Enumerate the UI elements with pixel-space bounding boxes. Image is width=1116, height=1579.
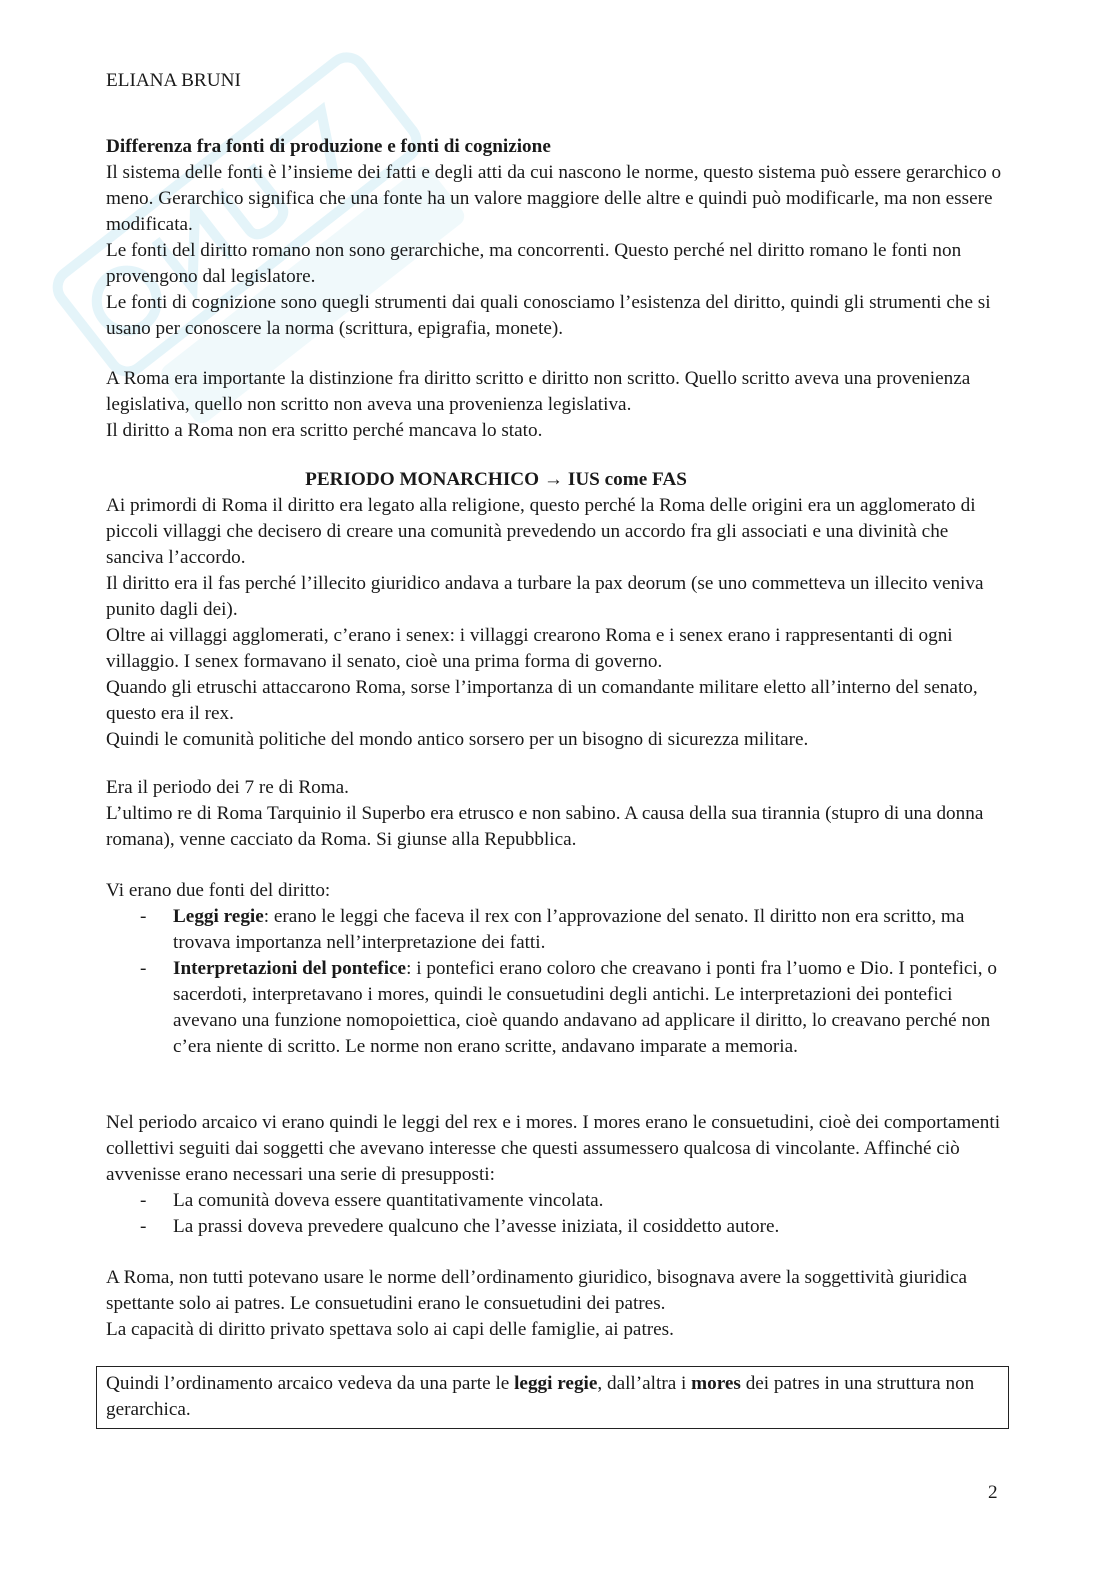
paragraph: Il diritto era il fas perché l’illecito giuridico andava a turbare la pax deorum (se uno commetteva un illecito veniva punito dagli dei). xyxy=(106,573,984,620)
paragraph: Il sistema delle fonti è l’insieme dei fatti e degli atti da cui nascono le norme, questo sistema può essere gerarchico o meno. Gerarchico significa che una fonte ha un valore maggiore delle altre e quindi può modificarle, ma non essere modificata. xyxy=(106,162,1002,235)
section-re-di-roma xyxy=(106,775,1006,853)
paragraph: Le fonti del diritto romano non sono gerarchiche, ma concorrenti. Questo perché nel diritto romano le fonti non provengono dal legislatore. xyxy=(106,240,962,287)
paragraph: Nel periodo arcaico vi erano quindi le leggi del rex e i mores. I mores erano le consuetudini, cioè dei comportamenti collettivi seguiti dai soggetti che avevano interesse che questi assumessero qualcosa di vincolante. Affinché ciò avvenisse erano necessari una serie di presupposti: xyxy=(106,1112,1001,1185)
list-item xyxy=(106,1214,1006,1240)
section-heading: Differenza fra fonti di produzione e fonti di cognizione xyxy=(106,136,551,157)
paragraph: Quando gli etruschi attaccarono Roma, sorse l’importanza di un comandante militare eletto all’interno del senato, questo era il rex. xyxy=(106,677,978,724)
dash-bullet: - xyxy=(140,1216,147,1237)
summary-box: Quindi l’ordinamento arcaico vedeva da una parte le leggi regie, dall’altra i mores dei patres in una struttura non gerarchica. xyxy=(96,1366,1009,1429)
section-heading-monarchico: PERIODO MONARCHICO → IUS come FAS xyxy=(305,469,687,490)
list-item xyxy=(106,904,1006,956)
paragraph: Era il periodo dei 7 re di Roma. xyxy=(106,777,349,798)
paragraph: Quindi le comunità politiche del mondo antico sorsero per un bisogno di sicurezza militare. xyxy=(106,729,809,750)
dash-bullet: - xyxy=(140,1190,147,1211)
sources-list xyxy=(106,904,1006,1060)
author-name: ELIANA BRUNI xyxy=(106,70,241,91)
paragraph: Il diritto a Roma non era scritto perché mancava lo stato. xyxy=(106,420,543,441)
section-periodo-monarchico xyxy=(106,467,1006,753)
dash-bullet: - xyxy=(140,958,147,979)
section-mores xyxy=(106,1110,1006,1240)
section-patres xyxy=(106,1265,1006,1343)
requirements-list xyxy=(106,1188,1006,1240)
section-fonti-diritto xyxy=(106,878,1006,1060)
arrow-icon: → xyxy=(543,469,564,490)
list-item-text: : i pontefici erano coloro che creavano i ponti fra l’uomo e Dio. I pontefici, o sacerdoti, interpretavano i mores, quindi le consuetudini degli antichi. Le interpretazioni dei pontefici avevano una funzione nomopoiettica, cioè quando andavano ad applicare il diritto, lo creavano perché non c’era niente di scritto. Le norme non erano scritte, andavano imparate a memoria. xyxy=(173,958,997,1057)
page-number: 2 xyxy=(988,1482,998,1503)
paragraph: A Roma era importante la distinzione fra diritto scritto e diritto non scritto. Quello scritto aveva una provenienza legislativa, quello non scritto non aveva una provenienza legislativa. xyxy=(106,368,971,415)
paragraph: Le fonti di cognizione sono quegli strumenti dai quali conosciamo l’esistenza del diritto, quindi gli strumenti che si usano per conoscere la norma (scrittura, epigrafia, monete). xyxy=(106,292,991,339)
paragraph: Ai primordi di Roma il diritto era legato alla religione, questo perché la Roma delle origini era un agglomerato di piccoli villaggi che decisero di creare una comunità prevedendo un accordo fra gli associati e una divinità che sanciva l’accordo. xyxy=(106,495,976,568)
list-item xyxy=(106,956,1006,1060)
section-diritto-scritto xyxy=(106,366,1006,444)
paragraph: Vi erano due fonti del diritto: xyxy=(106,880,331,901)
paragraph: A Roma, non tutti potevano usare le norme dell’ordinamento giuridico, bisognava avere la soggettività giuridica spettante solo ai patres. Le consuetudini erano le consuetudini dei patres. xyxy=(106,1267,968,1314)
list-item-text: La comunità doveva essere quantitativamente vincolata. xyxy=(173,1190,604,1211)
term: Leggi regie xyxy=(173,906,264,927)
section-fonti xyxy=(106,134,1006,342)
paragraph: L’ultimo re di Roma Tarquinio il Superbo era etrusco e non sabino. A causa della sua tirannia (stupro di una donna romana), venne cacciato da Roma. Si giunse alla Repubblica. xyxy=(106,803,984,850)
list-item xyxy=(106,1188,1006,1214)
term: Interpretazioni del pontefice xyxy=(173,958,407,979)
list-item-text: : erano le leggi che faceva il rex con l’approvazione del senato. Il diritto non era scritto, ma trovava importanza nell’interpretazione dei fatti. xyxy=(173,906,965,953)
paragraph: La capacità di diritto privato spettava solo ai capi delle famiglie, ai patres. xyxy=(106,1319,674,1340)
dash-bullet: - xyxy=(140,906,147,927)
list-item-text: La prassi doveva prevedere qualcuno che l’avesse iniziata, il cosiddetto autore. xyxy=(173,1216,780,1237)
paragraph: Oltre ai villaggi agglomerati, c’erano i senex: i villaggi crearono Roma e i senex erano i rappresentanti di ogni villaggio. I senex formavano il senato, cioè una prima forma di governo. xyxy=(106,625,953,672)
